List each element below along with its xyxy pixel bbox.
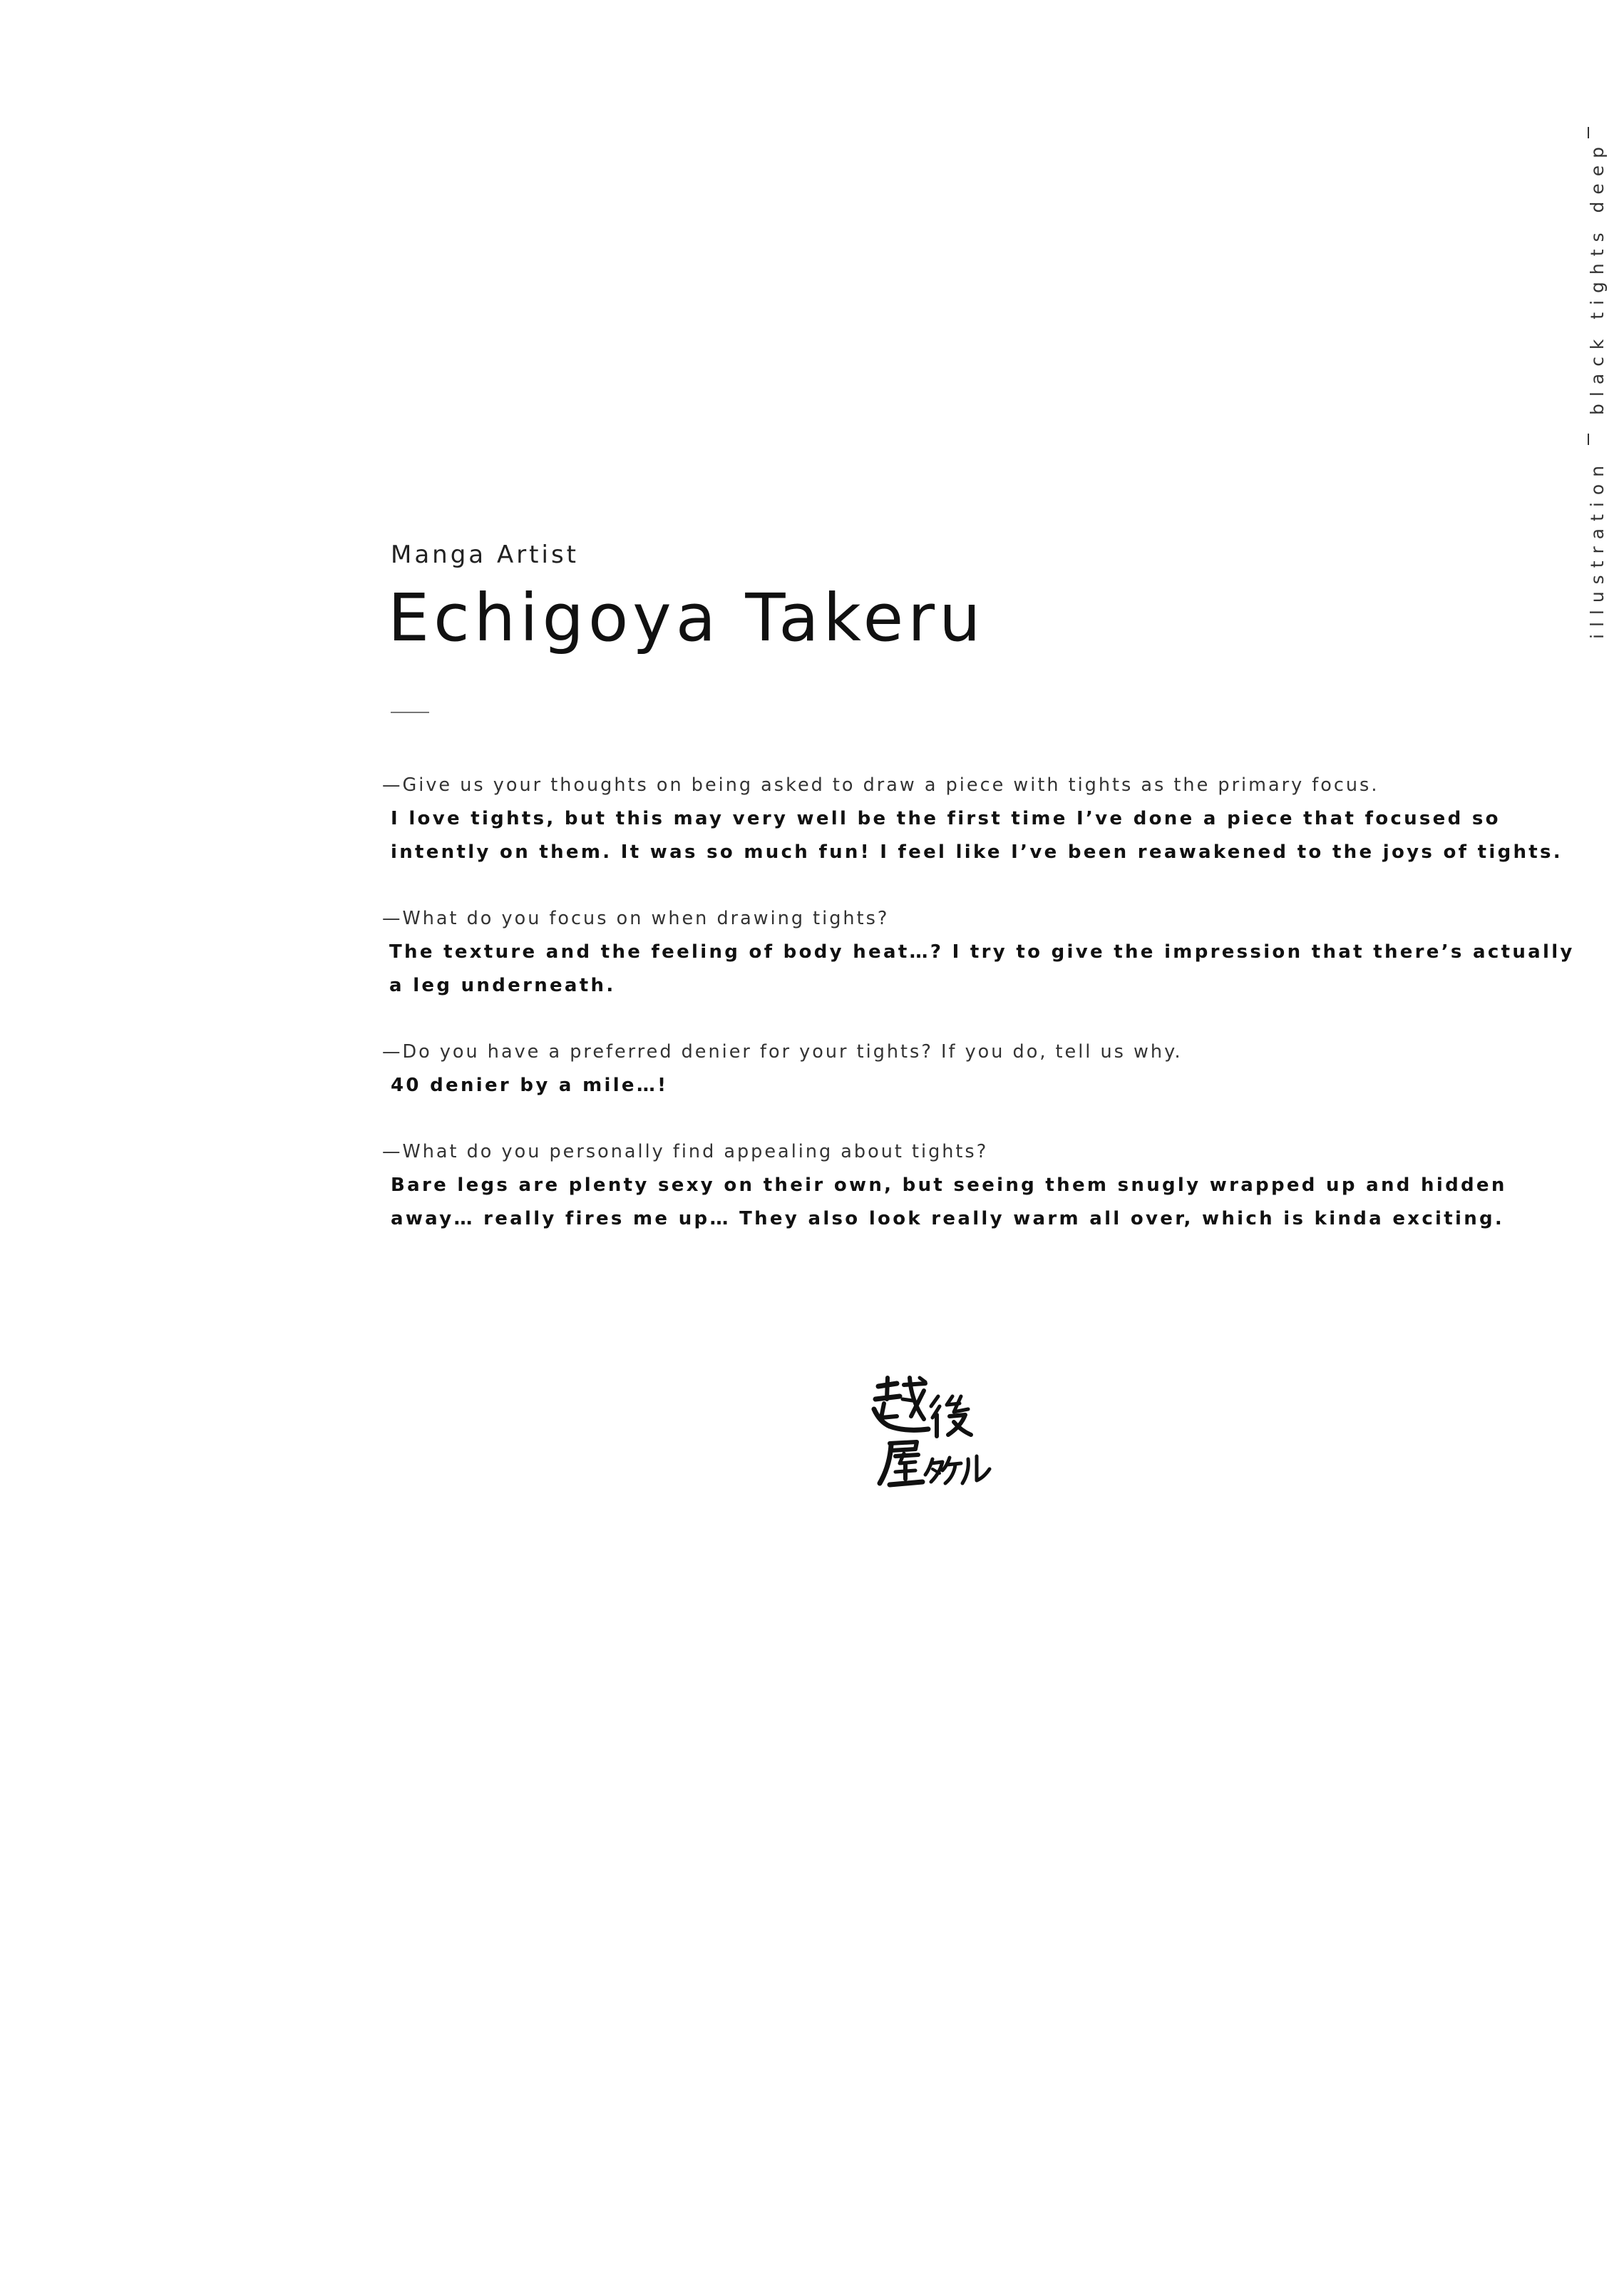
interview-question: —What do you focus on when drawing tights? <box>382 908 890 929</box>
interview-item <box>382 769 1563 869</box>
interview-question: —Do you have a preferred denier for your tights? If you do, tell us why. <box>382 1041 1183 1063</box>
side-rule-top <box>1588 127 1589 138</box>
interview-item <box>382 1035 1366 1102</box>
interview-answer-line: 40 denier by a mile…! <box>391 1075 669 1096</box>
title-divider <box>391 712 429 713</box>
interview-item <box>382 1135 1507 1236</box>
interview-question: —Give us your thoughts on being asked to draw a piece with tights as the primary focus. <box>382 774 1379 796</box>
interview-answer-line: away… really fires me up… They also look really warm all over, which is kinda exciting. <box>391 1208 1505 1229</box>
artist-signature <box>868 1375 997 1496</box>
side-label-upper: black tights deep <box>1587 139 1608 415</box>
side-label-lower: illustration <box>1587 459 1608 639</box>
interview-item <box>382 902 1575 1003</box>
side-rule-middle <box>1588 434 1589 445</box>
interview-answer-line: The texture and the feeling of body heat…? I try to give the impression that there’s actually <box>389 941 1575 963</box>
interview-answer-line: a leg underneath. <box>389 975 616 996</box>
interview-question: —What do you personally find appealing about tights? <box>382 1141 989 1162</box>
interview <box>382 769 1575 1269</box>
artist-name: Echigoya Takeru <box>388 580 985 656</box>
interview-answer-line: intently on them. It was so much fun! I feel like I’ve been reawakened to the joys of tights. <box>391 841 1563 863</box>
interview-answer-line: Bare legs are plenty sexy on their own, but seeing them snugly wrapped up and hidden <box>391 1175 1507 1196</box>
interview-answer-line: I love tights, but this may very well be the first time I’ve done a piece that focused so <box>391 808 1501 829</box>
artist-role: Manga Artist <box>391 541 580 569</box>
side-label <box>1574 127 1608 655</box>
